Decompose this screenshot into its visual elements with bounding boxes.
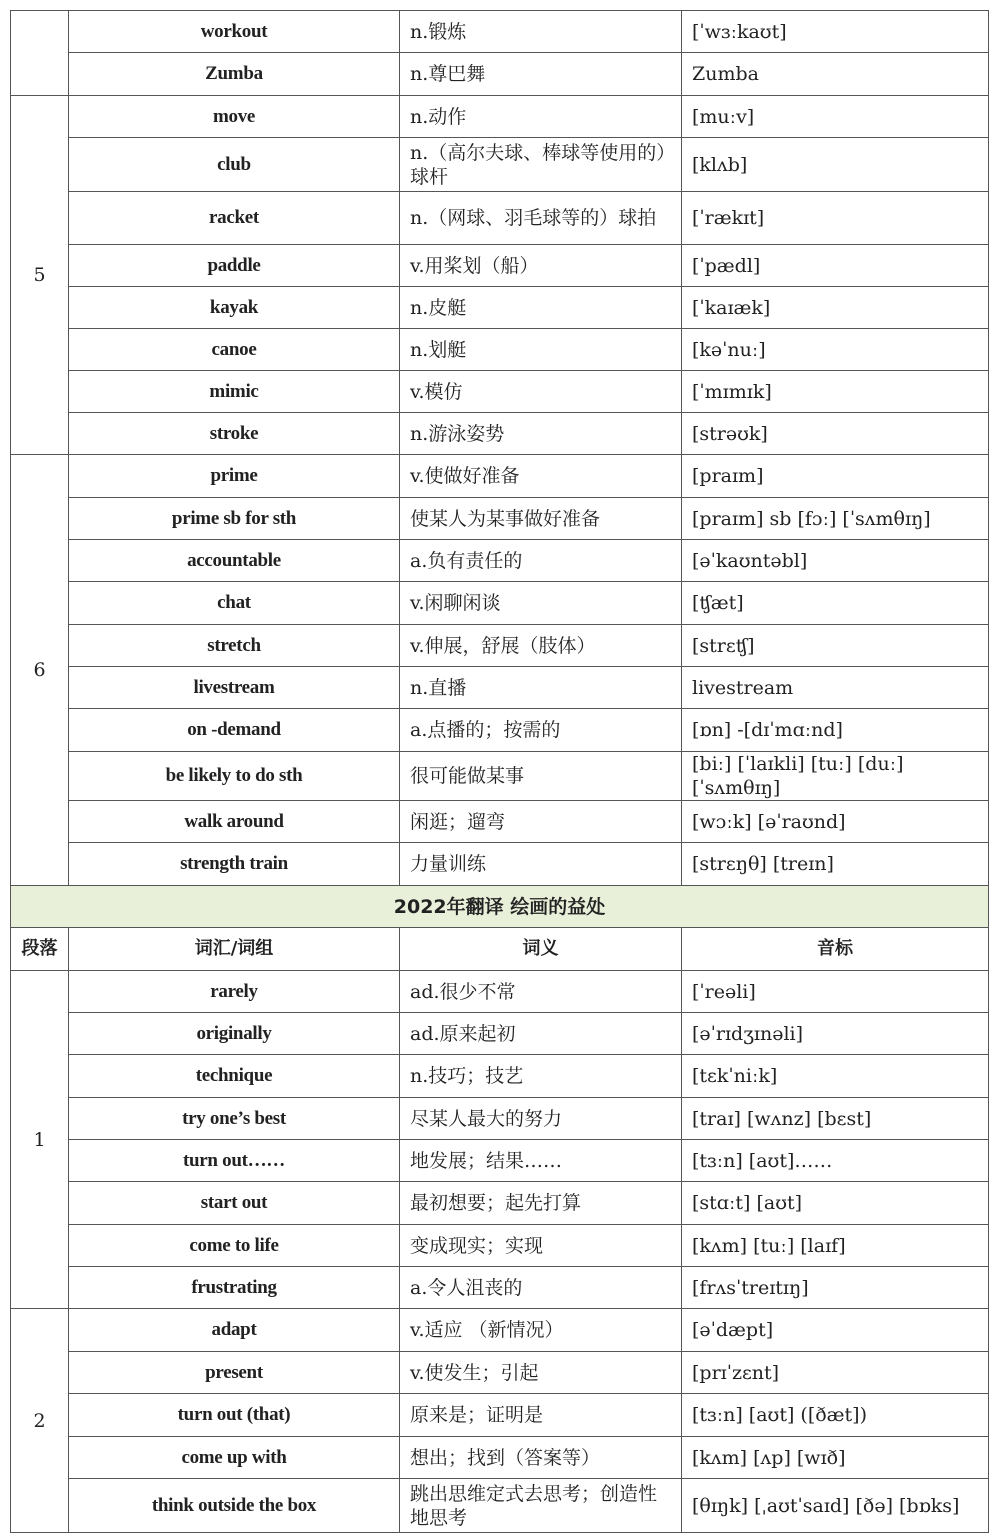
phonetic-cell: [kʌm] [tuː] [laɪf]: [682, 1225, 989, 1267]
table-row: [11, 1140, 989, 1182]
paragraph-number-cell: 6: [11, 455, 69, 886]
word-cell: walk around: [69, 801, 400, 843]
meaning-cell: 闲逛；遛弯: [400, 801, 682, 843]
word-cell: on -demand: [69, 709, 400, 752]
paragraph-number-cell: 1: [11, 971, 69, 1309]
table-row: [11, 801, 989, 843]
table-row: [11, 1352, 989, 1394]
word-cell: adapt: [69, 1309, 400, 1352]
phonetic-cell: [wɔːk] [əˈraʊnd]: [682, 801, 989, 843]
table-row: [11, 1182, 989, 1225]
header-row: [11, 928, 989, 971]
table-row: [11, 498, 989, 540]
table-row: [11, 138, 989, 192]
word-cell: originally: [69, 1013, 400, 1055]
meaning-cell: a.令人沮丧的: [400, 1267, 682, 1309]
phonetic-cell: [ɒn] -[dɪˈmɑːnd]: [682, 709, 989, 752]
table-row: [11, 287, 989, 329]
word-cell: present: [69, 1352, 400, 1394]
meaning-cell: 最初想要；起先打算: [400, 1182, 682, 1225]
phonetic-cell: [strəʊk]: [682, 413, 989, 455]
phonetic-cell: Zumba: [682, 53, 989, 96]
phonetic-cell: [prɪˈzɛnt]: [682, 1352, 989, 1394]
table-row: [11, 1267, 989, 1309]
table-row: [11, 582, 989, 625]
table-row: [11, 329, 989, 371]
meaning-cell: n.（网球、羽毛球等的）球拍: [400, 192, 682, 245]
meaning-cell: 想出；找到（答案等）: [400, 1437, 682, 1479]
phonetic-cell: [biː] [ˈlaɪkli] [tuː] [duː] [ˈsʌmθɪŋ]: [682, 752, 989, 801]
word-cell: livestream: [69, 667, 400, 709]
phonetic-cell: [ˈrækɪt]: [682, 192, 989, 245]
table-row: [11, 971, 989, 1013]
phonetic-cell: [kəˈnuː]: [682, 329, 989, 371]
table-row: [11, 1437, 989, 1479]
table-row: [11, 413, 989, 455]
meaning-cell: 很可能做某事: [400, 752, 682, 801]
phonetic-cell: [frʌsˈtreɪtɪŋ]: [682, 1267, 989, 1309]
phonetic-cell: [muːv]: [682, 96, 989, 138]
word-cell: workout: [69, 11, 400, 53]
table-row: [11, 53, 989, 96]
phonetic-cell: [əˈdæpt]: [682, 1309, 989, 1352]
word-cell: turn out……: [69, 1140, 400, 1182]
meaning-cell: v.闲聊闲谈: [400, 582, 682, 625]
table-row: [11, 709, 989, 752]
table-row: [11, 843, 989, 886]
table-row: [11, 371, 989, 413]
word-cell: move: [69, 96, 400, 138]
phonetic-cell: [əˈrɪdʒɪnəli]: [682, 1013, 989, 1055]
meaning-cell: ad.很少不常: [400, 971, 682, 1013]
word-cell: stroke: [69, 413, 400, 455]
meaning-cell: n.动作: [400, 96, 682, 138]
meaning-cell: n.尊巴舞: [400, 53, 682, 96]
phonetic-cell: [ʧæt]: [682, 582, 989, 625]
word-cell: rarely: [69, 971, 400, 1013]
table-row: [11, 1098, 989, 1140]
meaning-cell: 地发展；结果……: [400, 1140, 682, 1182]
word-cell: come to life: [69, 1225, 400, 1267]
meaning-cell: v.适应 （新情况）: [400, 1309, 682, 1352]
header-meaning: 词义: [400, 928, 682, 971]
word-cell: kayak: [69, 287, 400, 329]
word-cell: canoe: [69, 329, 400, 371]
meaning-cell: v.使发生；引起: [400, 1352, 682, 1394]
meaning-cell: 变成现实；实现: [400, 1225, 682, 1267]
paragraph-number-cell: [11, 11, 69, 96]
phonetic-cell: [tɛkˈniːk]: [682, 1055, 989, 1098]
word-cell: stretch: [69, 625, 400, 667]
table-row: [11, 1394, 989, 1437]
word-cell: technique: [69, 1055, 400, 1098]
phonetic-cell: [tɜːn] [aʊt]……: [682, 1140, 989, 1182]
phonetic-cell: [strɛŋθ] [treɪn]: [682, 843, 989, 886]
phonetic-cell: [ˈreəli]: [682, 971, 989, 1013]
section-title-row: [11, 886, 989, 928]
phonetic-cell: [traɪ] [wʌnz] [bɛst]: [682, 1098, 989, 1140]
meaning-cell: a.点播的；按需的: [400, 709, 682, 752]
word-cell: come up with: [69, 1437, 400, 1479]
phonetic-cell: [ˈwɜːkaʊt]: [682, 11, 989, 53]
meaning-cell: a.负有责任的: [400, 540, 682, 582]
meaning-cell: n.直播: [400, 667, 682, 709]
word-cell: think outside the box: [69, 1479, 400, 1533]
meaning-cell: 跳出思维定式去思考；创造性地思考: [400, 1479, 682, 1533]
phonetic-cell: [ˈmɪmɪk]: [682, 371, 989, 413]
phonetic-cell: [θɪŋk] [ˌaʊtˈsaɪd] [ðə] [bɒks]: [682, 1479, 989, 1533]
phonetic-cell: [tɜːn] [aʊt] ([ðæt]): [682, 1394, 989, 1437]
table-row: [11, 1225, 989, 1267]
meaning-cell: 原来是；证明是: [400, 1394, 682, 1437]
meaning-cell: ad.原来起初: [400, 1013, 682, 1055]
word-cell: frustrating: [69, 1267, 400, 1309]
table-row: [11, 625, 989, 667]
paragraph-number-cell: 2: [11, 1309, 69, 1533]
table-row: [11, 11, 989, 53]
table-row: [11, 1055, 989, 1098]
table-row: [11, 455, 989, 498]
word-cell: turn out (that): [69, 1394, 400, 1437]
paragraph-number-cell: 5: [11, 96, 69, 455]
meaning-cell: n.（高尔夫球、棒球等使用的）球杆: [400, 138, 682, 192]
meaning-cell: v.模仿: [400, 371, 682, 413]
word-cell: club: [69, 138, 400, 192]
phonetic-cell: livestream: [682, 667, 989, 709]
meaning-cell: n.划艇: [400, 329, 682, 371]
table-row: [11, 540, 989, 582]
word-cell: Zumba: [69, 53, 400, 96]
phonetic-cell: [stɑːt] [aʊt]: [682, 1182, 989, 1225]
word-cell: racket: [69, 192, 400, 245]
meaning-cell: 力量训练: [400, 843, 682, 886]
phonetic-cell: [əˈkaʊntəbl]: [682, 540, 989, 582]
table-row: [11, 192, 989, 245]
phonetic-cell: [praɪm]: [682, 455, 989, 498]
header-paragraph: 段落: [11, 928, 69, 971]
header-word: 词汇/词组: [69, 928, 400, 971]
table-row: [11, 1479, 989, 1533]
meaning-cell: 尽某人最大的努力: [400, 1098, 682, 1140]
meaning-cell: n.游泳姿势: [400, 413, 682, 455]
header-phonetic: 音标: [682, 928, 989, 971]
phonetic-cell: [ˈkaɪæk]: [682, 287, 989, 329]
table-row: [11, 245, 989, 287]
word-cell: paddle: [69, 245, 400, 287]
meaning-cell: n.皮艇: [400, 287, 682, 329]
word-cell: accountable: [69, 540, 400, 582]
phonetic-cell: [kʌm] [ʌp] [wɪð]: [682, 1437, 989, 1479]
vocabulary-table: [10, 10, 989, 1533]
phonetic-cell: [klʌb]: [682, 138, 989, 192]
meaning-cell: v.使做好准备: [400, 455, 682, 498]
table-row: [11, 96, 989, 138]
table-row: [11, 752, 989, 801]
table-row: [11, 667, 989, 709]
phonetic-cell: [praɪm] sb [fɔː] [ˈsʌmθɪŋ]: [682, 498, 989, 540]
word-cell: be likely to do sth: [69, 752, 400, 801]
word-cell: chat: [69, 582, 400, 625]
section-title: 2022年翻译 绘画的益处: [11, 886, 989, 928]
meaning-cell: v.伸展，舒展（肢体）: [400, 625, 682, 667]
meaning-cell: v.用桨划（船）: [400, 245, 682, 287]
meaning-cell: 使某人为某事做好准备: [400, 498, 682, 540]
table-row: [11, 1309, 989, 1352]
phonetic-cell: [ˈpædl]: [682, 245, 989, 287]
word-cell: try one’s best: [69, 1098, 400, 1140]
word-cell: prime: [69, 455, 400, 498]
phonetic-cell: [strɛʧ]: [682, 625, 989, 667]
meaning-cell: n.技巧；技艺: [400, 1055, 682, 1098]
word-cell: start out: [69, 1182, 400, 1225]
word-cell: mimic: [69, 371, 400, 413]
table-row: [11, 1013, 989, 1055]
word-cell: strength train: [69, 843, 400, 886]
meaning-cell: n.锻炼: [400, 11, 682, 53]
word-cell: prime sb for sth: [69, 498, 400, 540]
